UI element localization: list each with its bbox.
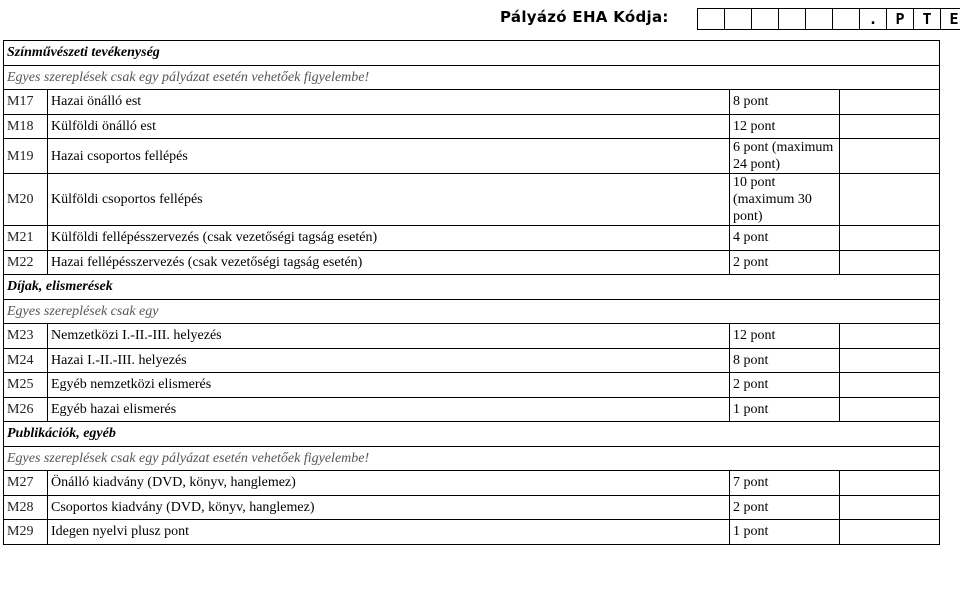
item-description: Idegen nyelvi plusz pont: [48, 520, 730, 545]
section-title-row: [4, 41, 940, 66]
score-input-cell[interactable]: [840, 373, 940, 398]
table-row: [4, 139, 940, 174]
score-input-cell[interactable]: [840, 397, 940, 422]
table-row: [4, 348, 940, 373]
table-row: [4, 471, 940, 496]
item-description: Hazai csoportos fellépés: [48, 139, 730, 174]
item-code: M24: [4, 348, 48, 373]
eha-code-cell: .: [859, 8, 886, 30]
section-title: Publikációk, egyéb: [4, 422, 940, 447]
item-code: M28: [4, 495, 48, 520]
item-code: M20: [4, 174, 48, 226]
item-points: 7 pont: [730, 471, 840, 496]
section-title-row: [4, 275, 940, 300]
item-points: 2 pont: [730, 495, 840, 520]
item-points: 6 pont (maximum 24 pont): [730, 139, 840, 174]
item-points: 12 pont: [730, 324, 840, 349]
section-note-row: [4, 446, 940, 471]
eha-code-cell[interactable]: [778, 8, 805, 30]
score-input-cell[interactable]: [840, 324, 940, 349]
score-input-cell[interactable]: [840, 520, 940, 545]
item-code: M23: [4, 324, 48, 349]
score-input-cell[interactable]: [840, 471, 940, 496]
table-row: [4, 90, 940, 115]
eha-code-cell[interactable]: [697, 8, 724, 30]
score-input-cell[interactable]: [840, 114, 940, 139]
points-table: [3, 40, 940, 545]
item-code: M18: [4, 114, 48, 139]
item-description: Külföldi fellépésszervezés (csak vezetőségi tagság esetén): [48, 226, 730, 251]
table-row: [4, 373, 940, 398]
item-description: Csoportos kiadvány (DVD, könyv, hanglemez): [48, 495, 730, 520]
item-code: M26: [4, 397, 48, 422]
item-code: M17: [4, 90, 48, 115]
section-note-row: [4, 299, 940, 324]
score-input-cell[interactable]: [840, 174, 940, 226]
section-title: Díjak, elismerések: [4, 275, 940, 300]
item-description: Hazai önálló est: [48, 90, 730, 115]
item-points: 1 pont: [730, 520, 840, 545]
table-row: [4, 324, 940, 349]
eha-code-cell: E: [940, 8, 960, 30]
item-points: 1 pont: [730, 397, 840, 422]
item-points: 4 pont: [730, 226, 840, 251]
eha-code-cell[interactable]: [751, 8, 778, 30]
score-input-cell[interactable]: [840, 348, 940, 373]
item-description: Önálló kiadvány (DVD, könyv, hanglemez): [48, 471, 730, 496]
item-points: 10 pont (maximum 30 pont): [730, 174, 840, 226]
section-title-row: [4, 422, 940, 447]
table-row: [4, 397, 940, 422]
eha-code-cell: T: [913, 8, 940, 30]
item-points: 8 pont: [730, 90, 840, 115]
section-note: Egyes szereplések csak egy pályázat esetén vehetőek figyelembe!: [4, 446, 940, 471]
table-row: [4, 174, 940, 226]
item-code: M27: [4, 471, 48, 496]
item-points: 2 pont: [730, 250, 840, 275]
table-row: [4, 114, 940, 139]
item-points: 12 pont: [730, 114, 840, 139]
item-points: 2 pont: [730, 373, 840, 398]
table-row: [4, 495, 940, 520]
section-title: Színművészeti tevékenység: [4, 41, 940, 66]
item-description: Külföldi önálló est: [48, 114, 730, 139]
eha-code-cell: P: [886, 8, 913, 30]
score-input-cell[interactable]: [840, 90, 940, 115]
score-input-cell[interactable]: [840, 226, 940, 251]
eha-code-cell[interactable]: [805, 8, 832, 30]
section-note-row: [4, 65, 940, 90]
item-code: M29: [4, 520, 48, 545]
eha-code-boxes[interactable]: [697, 8, 960, 30]
item-points: 8 pont: [730, 348, 840, 373]
item-code: M19: [4, 139, 48, 174]
score-input-cell[interactable]: [840, 139, 940, 174]
item-description: Egyéb nemzetközi elismerés: [48, 373, 730, 398]
eha-code-cell[interactable]: [832, 8, 859, 30]
item-description: Hazai fellépésszervezés (csak vezetőségi tagság esetén): [48, 250, 730, 275]
table-row: [4, 250, 940, 275]
table-row: [4, 520, 940, 545]
item-description: Nemzetközi I.-II.-III. helyezés: [48, 324, 730, 349]
table-row: [4, 226, 940, 251]
item-code: M22: [4, 250, 48, 275]
score-input-cell[interactable]: [840, 250, 940, 275]
item-description: Egyéb hazai elismerés: [48, 397, 730, 422]
section-note: Egyes szereplések csak egy pályázat esetén vehetőek figyelembe!: [4, 65, 940, 90]
item-code: M25: [4, 373, 48, 398]
eha-code-label: Pályázó EHA Kódja:: [500, 8, 669, 26]
section-note: Egyes szereplések csak egy: [4, 299, 940, 324]
score-input-cell[interactable]: [840, 495, 940, 520]
eha-code-cell[interactable]: [724, 8, 751, 30]
item-code: M21: [4, 226, 48, 251]
item-description: Hazai I.-II.-III. helyezés: [48, 348, 730, 373]
item-description: Külföldi csoportos fellépés: [48, 174, 730, 226]
